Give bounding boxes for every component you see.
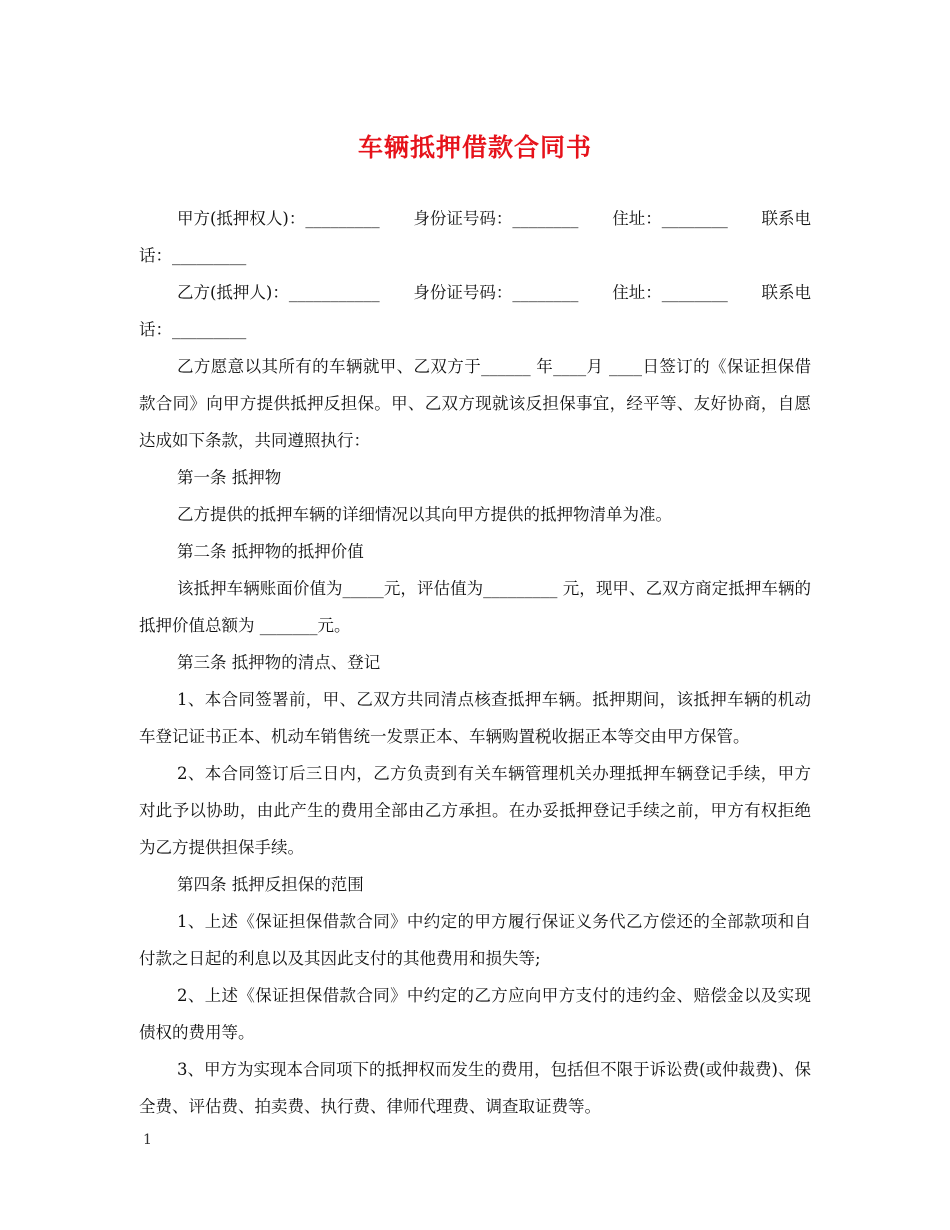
party-b-phone-field: 话：_________ [139,320,247,339]
document-title: 车辆抵押借款合同书 [357,133,592,162]
article-4-clause-2: 2、上述《保证担保借款合同》中约定的乙方应向甲方支付的违约金、赔偿金以及实现债权的费用等。 [139,986,811,1042]
party-b-phone-label: 联系电 [761,283,811,302]
document-body [139,200,811,1125]
party-b-id-field: 身份证号码：________ [413,283,579,302]
party-b-line [139,274,811,311]
article-1-heading: 第一条 抵押物 [177,468,282,487]
party-a-name-field: 甲方(抵押权人)：_________ [177,209,380,228]
party-b-address-field: 住址：________ [612,283,728,302]
article-1-text: 乙方提供的抵押车辆的详细情况以其向甲方提供的抵押物清单为准。 [177,505,672,524]
party-a-address-field: 住址：________ [612,209,728,228]
party-a-phone-field: 话：_________ [139,246,247,265]
article-4-clause-3: 3、甲方为实现本合同项下的抵押权而发生的费用，包括但不限于诉讼费(或仲裁费)、保全费、评估费、拍卖费、执行费、律师代理费、调查取证费等。 [139,1060,811,1116]
party-a-id-field: 身份证号码：________ [413,209,579,228]
article-2-heading: 第二条 抵押物的抵押价值 [177,542,364,561]
article-3-clause-1: 1、本合同签署前，甲、乙双方共同清点核查抵押车辆。抵押期间，该抵押车辆的机动车登记证书正本、机动车销售统一发票正本、车辆购置税收据正本等交由甲方保管。 [139,690,811,746]
party-a-phone-label: 联系电 [761,209,811,228]
party-a-line [139,200,811,237]
article-3-clause-2: 2、本合同签订后三日内，乙方负责到有关车辆管理机关办理抵押车辆登记手续，甲方对此予以协助，由此产生的费用全部由乙方承担。在办妥抵押登记手续之前，甲方有权拒绝为乙方提供担保手续。 [139,764,811,857]
party-b-name-field: 乙方(抵押人)：___________ [177,283,380,302]
page-number: 1 [143,1132,152,1148]
article-4-heading: 第四条 抵押反担保的范围 [177,875,364,894]
article-2-text: 该抵押车辆账面价值为_____元，评估值为_________ 元，现甲、乙双方商定抵押车辆的抵押价值总额为 _______元。 [139,579,811,635]
article-4-clause-1: 1、上述《保证担保借款合同》中约定的甲方履行保证义务代乙方偿还的全部款项和自付款之日起的利息以及其因此支付的其他费用和损失等; [139,912,811,968]
preamble-paragraph: 乙方愿意以其所有的车辆就甲、乙双方于______ 年____月 ____日签订的《保证担保借款合同》向甲方提供抵押反担保。甲、乙双方现就该反担保事宜，经平等、友好协商，自愿达成如下条款，共同遵照执行： [139,357,811,450]
article-3-heading: 第三条 抵押物的清点、登记 [177,653,381,672]
